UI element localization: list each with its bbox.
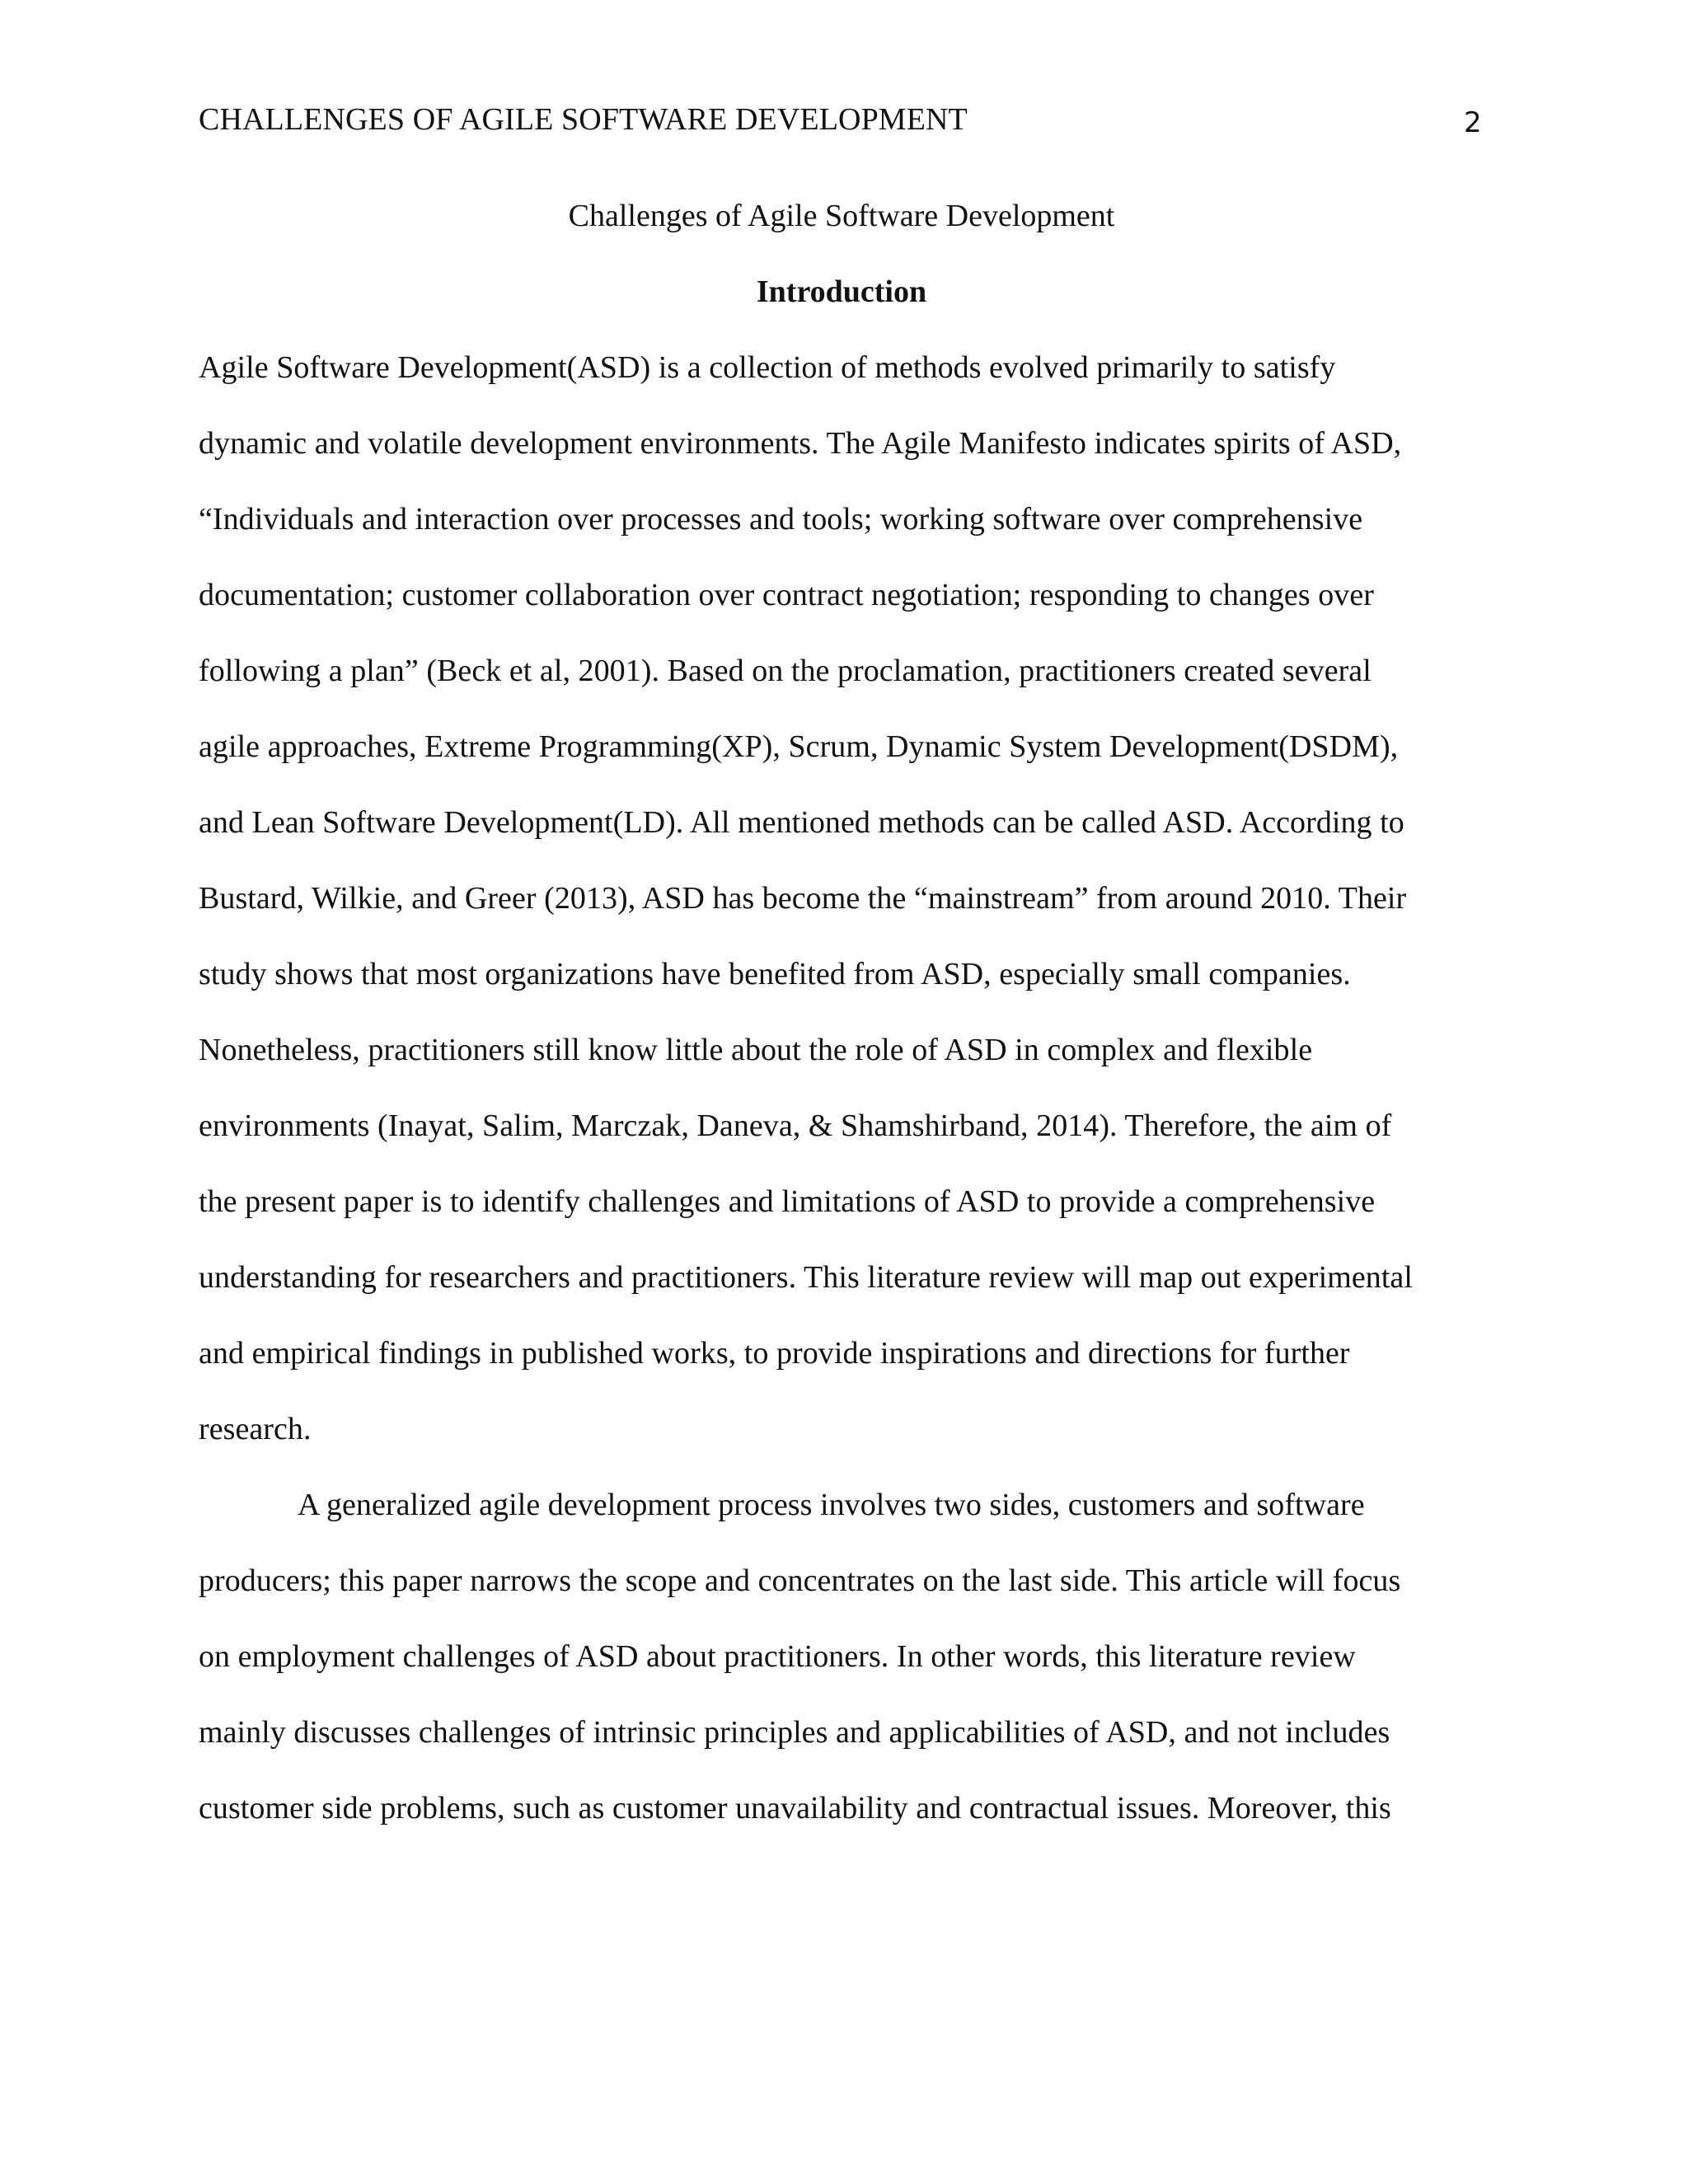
paragraph-1-line: research. bbox=[199, 1412, 312, 1446]
paragraph-2-line: producers; this paper narrows the scope and concentrates on the last side. This article will focus bbox=[199, 1563, 1401, 1598]
paragraph-2-line: customer side problems, such as customer unavailability and contractual issues. Moreover, this bbox=[199, 1791, 1391, 1825]
paragraph-1-line: environments (Inayat, Salim, Marczak, Daneva, & Shamshirband, 2014). Therefore, the aim of bbox=[199, 1108, 1392, 1143]
paragraph-1-line: Bustard, Wilkie, and Greer (2013), ASD has become the “mainstream” from around 2010. Their bbox=[199, 881, 1407, 916]
paragraph-1-line: following a plan” (Beck et al, 2001). Based on the proclamation, practitioners created several bbox=[199, 654, 1372, 688]
paragraph-1-line: Nonetheless, practitioners still know little about the role of ASD in complex and flexible bbox=[199, 1033, 1313, 1067]
paragraph-1-line: dynamic and volatile development environments. The Agile Manifesto indicates spirits of ASD, bbox=[199, 426, 1402, 461]
body-text bbox=[199, 347, 1517, 1863]
paragraph-1-line: understanding for researchers and practitioners. This literature review will map out experimental bbox=[199, 1260, 1413, 1295]
paragraph-1-line: “Individuals and interaction over processes and tools; working software over comprehensive bbox=[199, 502, 1363, 537]
paragraph-2-line: on employment challenges of ASD about practitioners. In other words, this literature review bbox=[199, 1639, 1356, 1674]
paragraph-1-line: study shows that most organizations have benefited from ASD, especially small companies. bbox=[199, 957, 1351, 991]
paragraph-2-line: mainly discusses challenges of intrinsic principles and applicabilities of ASD, and not includes bbox=[199, 1715, 1390, 1750]
section-heading-introduction: Introduction bbox=[756, 274, 927, 309]
running-head: CHALLENGES OF AGILE SOFTWARE DEVELOPMENT bbox=[199, 102, 968, 137]
paragraph-1-line: Agile Software Development(ASD) is a collection of methods evolved primarily to satisfy bbox=[199, 350, 1336, 385]
paragraph-1-line: and Lean Software Development(LD). All mentioned methods can be called ASD. According to bbox=[199, 805, 1404, 840]
paragraph-2-line: A generalized agile development process involves two sides, customers and software bbox=[298, 1488, 1365, 1522]
document-title: Challenges of Agile Software Development bbox=[568, 199, 1115, 233]
paragraph-1-line: documentation; customer collaboration over contract negotiation; responding to changes over bbox=[199, 578, 1374, 612]
paragraph-1-line: the present paper is to identify challenges and limitations of ASD to provide a comprehensive bbox=[199, 1184, 1376, 1219]
paragraph-1-line: agile approaches, Extreme Programming(XP), Scrum, Dynamic System Development(DSDM), bbox=[199, 729, 1399, 764]
paragraph-1-line: and empirical findings in published works, to provide inspirations and directions for further bbox=[199, 1336, 1350, 1371]
page-number: 2 bbox=[1464, 106, 1482, 139]
